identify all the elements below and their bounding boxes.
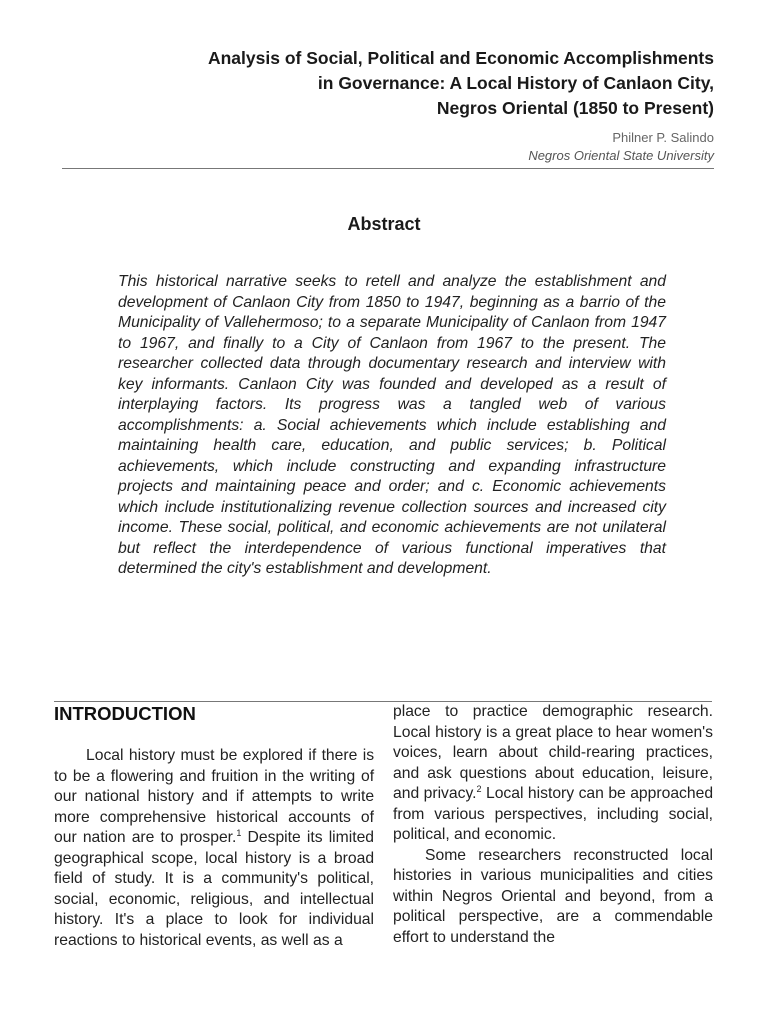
footnote-ref-1: 1 (236, 827, 242, 838)
right-column (393, 702, 713, 948)
title-line: Analysis of Social, Political and Economic Accomplishments (207, 48, 714, 68)
header-divider (62, 168, 714, 169)
section-heading: INTRODUCTION (54, 703, 196, 724)
abstract-text: This historical narrative seeks to retell and analyze the establishment and development of Canlaon City from 1850 to 1947, beginning as a barrio of the Municipality of Vallehermoso; to a separate Municipality of Canlaon from 1947 to 1967, and finally to a City of Canlaon from 1967 to the present. The researcher collected data through documentary research and interview with key informants. Canlaon City was founded and developed as a result of interplaying factors. Its progress was a tangled web of various accomplishments: a. Social achievements which include establishing and maintaining health care, education, and public services; b. Political achievements, which include constructing and expanding infrastructure projects and maintaining peace and order; and c. Economic achievements which include institutionalizing revenue collection sources and increased city income. These social, political, and economic achievements are not unilateral but reflect the interdependence of various functional imperatives that determined the city's establishment and development. (118, 273, 666, 577)
title-line: Negros Oriental (1850 to Present) (436, 98, 714, 118)
intro-paragraph-2: Some researchers reconstructed local histories in various municipalities and cities within Negros Oriental and beyond, from a political perspective, are a commendable effort to understand the (393, 846, 713, 946)
intro-paragraph-1-continued: place to practice demographic research. Local history is a great place to hear women's voices, learn about child-rearing practices, and ask questions about education, leisure, and privacy.$^2$ Local history can be approached from various perspectives, including social, political, and economic. (393, 703, 714, 843)
left-column (54, 702, 374, 951)
title-line: in Governance: A Local History of Canlaon City, (317, 73, 714, 93)
footnote-ref-2: 2 (476, 783, 482, 794)
abstract-heading: Abstract (347, 214, 421, 234)
author-name: Philner P. Salindo (612, 130, 714, 145)
intro-paragraph-1: Local history must be explored if there is to be a flowering and fruition in the writing of our national history and if attempts to write more comprehensive historical accounts of our nation are to prosper.$^1$ Despite its limited geographical scope, local history is a broad field of study. It is a community's political, social, economic, religious, and intellectual history. It's a place to look for individual reactions to historical events, as well as a (54, 747, 375, 949)
author-affiliation: Negros Oriental State University (528, 148, 714, 163)
paper-title (74, 46, 714, 121)
